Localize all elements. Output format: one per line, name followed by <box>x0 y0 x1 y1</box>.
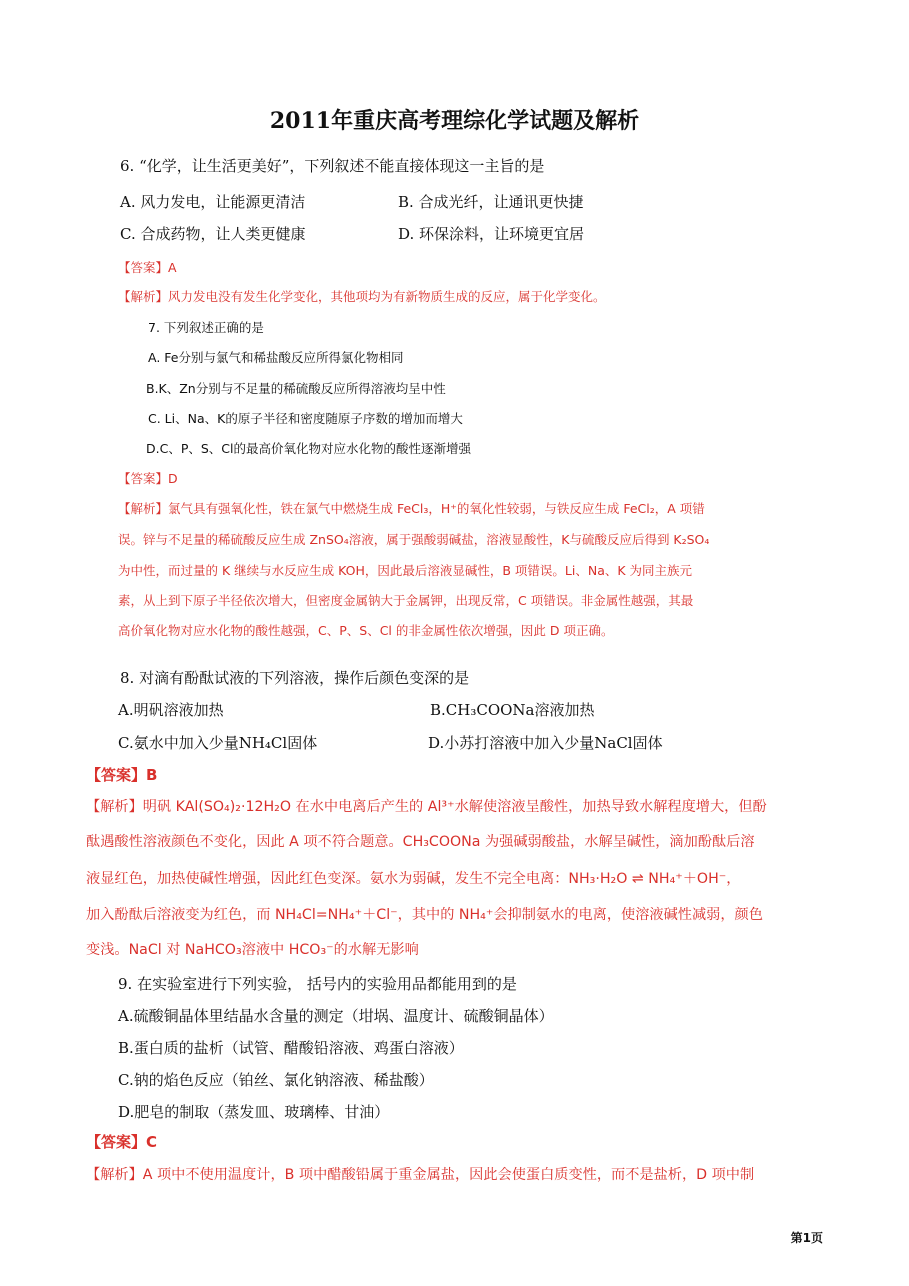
q9-option-a: A.硫酸铜晶体里结晶水含量的测定（坩埚、温度计、硫酸铜晶体） <box>118 1007 554 1025</box>
q7-option-b: B.K、Zn分别与不足量的稀硫酸反应所得溶液均呈中性 <box>146 381 446 396</box>
q8-option-c: C.氨水中加入少量NH₄Cl固体 <box>118 734 318 752</box>
q7-analysis-line: 误。锌与不足量的稀硫酸反应生成 ZnSO₄溶液，属于强酸弱碱盐，溶液显酸性，K与硫酸反应后得到 K₂SO₄ <box>118 532 710 547</box>
page-number: 第1页 <box>790 1231 823 1245</box>
q9-option-b: B.蛋白质的盐析（试管、醋酸铅溶液、鸡蛋白溶液） <box>118 1039 464 1057</box>
q7-analysis-line: 【解析】氯气具有强氧化性，铁在氯气中燃烧生成 FeCl₃，H⁺的氧化性较弱，与铁反应生成 FeCl₂，A 项错 <box>118 501 705 516</box>
q9-option-d: D.肥皂的制取（蒸发皿、玻璃棒、甘油） <box>118 1103 390 1121</box>
q8-option-b: B.CH₃COONa溶液加热 <box>430 701 595 719</box>
q7-analysis-line: 素，从上到下原子半径依次增大，但密度金属钠大于金属钾，出现反常，C 项错误。非金属性越强，其最 <box>118 593 694 608</box>
q8-analysis-line: 加入酚酞后溶液变为红色，而 NH₄Cl=NH₄⁺＋Cl⁻，其中的 NH₄⁺会抑制氨水的电离，使溶液碱性减弱，颜色 <box>86 907 763 923</box>
page-title: 2011年重庆高考理综化学试题及解析 <box>269 108 640 134</box>
q6-option-c: C. 合成药物，让人类更健康 <box>120 225 306 243</box>
q9-option-c: C.钠的焰色反应（铂丝、氯化钠溶液、稀盐酸） <box>118 1071 434 1089</box>
q7-analysis-line: 高价氧化物对应水化物的酸性越强，C、P、S、Cl 的非金属性依次增强，因此 D 项正确。 <box>118 623 614 638</box>
q8-option-d: D.小苏打溶液中加入少量NaCl固体 <box>428 734 663 752</box>
q6-option-d: D. 环保涂料，让环境更宜居 <box>398 225 585 243</box>
q7-option-a: A. Fe分别与氯气和稀盐酸反应所得氯化物相同 <box>148 350 404 365</box>
q8-answer: 【答案】B <box>86 766 158 784</box>
q8-stem: 8. 对滴有酚酞试液的下列溶液，操作后颜色变深的是 <box>120 669 470 687</box>
q8-analysis-line: 【解析】明矾 KAl(SO₄)₂·12H₂O 在水中电离后产生的 Al³⁺水解使溶液呈酸性，加热导致水解程度增大，但酚 <box>86 799 767 815</box>
q7-option-d: D.C、P、S、Cl的最高价氧化物对应水化物的酸性逐渐增强 <box>146 441 472 456</box>
q6-analysis: 【解析】风力发电没有发生化学变化，其他项均为有新物质生成的反应，属于化学变化。 <box>118 289 606 304</box>
q7-stem: 7. 下列叙述正确的是 <box>148 320 264 335</box>
q9-stem: 9. 在实验室进行下列实验， 括号内的实验用品都能用到的是 <box>118 975 517 993</box>
q6-answer: 【答案】A <box>118 260 177 275</box>
q7-analysis-line: 为中性，而过量的 K 继续与水反应生成 KOH，因此最后溶液显碱性，B 项错误。Li、Na、K 为同主族元 <box>118 563 693 578</box>
q6-stem: 6. “化学，让生活更美好”，下列叙述不能直接体现这一主旨的是 <box>120 157 545 175</box>
q7-option-c: C. Li、Na、K的原子半径和密度随原子序数的增加而增大 <box>148 411 463 426</box>
q8-analysis-line: 变浅。NaCl 对 NaHCO₃溶液中 HCO₃⁻的水解无影响 <box>86 942 419 958</box>
q6-option-b: B. 合成光纤，让通讯更快捷 <box>398 193 584 211</box>
q9-answer: 【答案】C <box>86 1133 158 1151</box>
q9-analysis: 【解析】A 项中不使用温度计，B 项中醋酸铅属于重金属盐，因此会使蛋白质变性，而不是盐析，D 项中制 <box>86 1167 755 1183</box>
q8-option-a: A.明矾溶液加热 <box>118 701 224 719</box>
q6-option-a: A. 风力发电，让能源更清洁 <box>120 193 306 211</box>
q8-analysis-line: 液显红色，加热使碱性增强，因此红色变深。氨水为弱碱，发生不完全电离：NH₃·H₂O ⇌ NH₄⁺＋OH⁻， <box>86 871 741 887</box>
q8-analysis-line: 酞遇酸性溶液颜色不变化，因此 A 项不符合题意。CH₃COONa 为强碱弱酸盐，水解呈碱性，滴加酚酞后溶 <box>86 834 755 850</box>
q7-answer: 【答案】D <box>118 471 178 486</box>
